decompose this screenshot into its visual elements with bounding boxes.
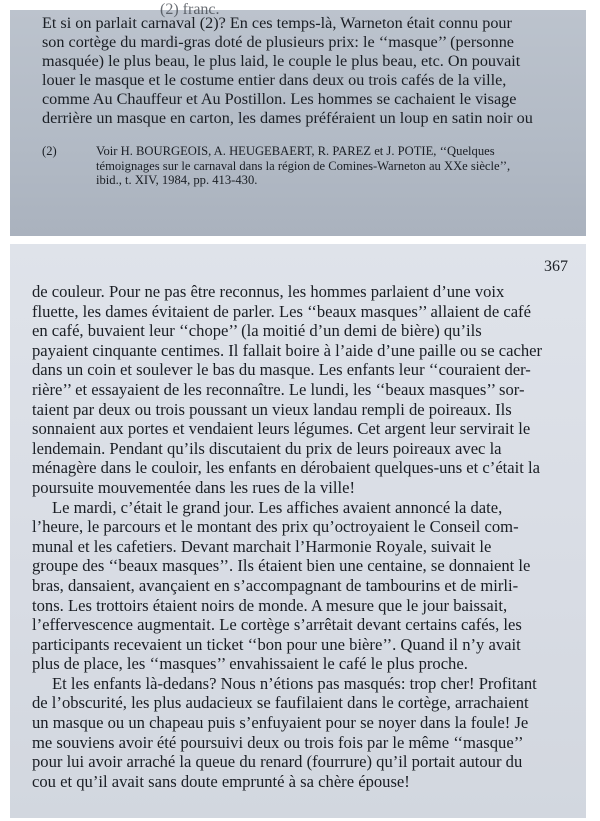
body-line: poursuite mouvementée dans les rues de la ville! bbox=[32, 477, 356, 497]
body-line: de l’obscurité, les plus audacieux se faufilaient dans le cortège, arrachaient bbox=[32, 693, 529, 713]
footnote-line: ibid., t. XIV, 1984, pp. 413-430. bbox=[96, 173, 258, 187]
body-line: en café, buvaient leur ‘‘chope’’ (la moitié d’un demi de bière) qu’ils bbox=[32, 321, 482, 341]
body-line: son cortège du mardi-gras doté de plusieurs prix: le ‘‘masque’’ (personne bbox=[42, 33, 514, 51]
cut-off-footnote-line: (2) franc. bbox=[160, 1, 220, 18]
top-photo-excerpt bbox=[10, 1, 586, 236]
body-line: me souviens avoir été poursuivi deux ou trois fois par le même ‘‘masque’’ bbox=[32, 732, 524, 752]
body-line: taient par deux ou trois poussant un vieux landau rempli de poireaux. Ils bbox=[32, 399, 512, 419]
body-line: dans un coin et soulever le bas du masque. Les enfants leur ‘‘couraient der- bbox=[32, 360, 531, 380]
body-line: payaient cinquante centimes. Il fallait boire à l’aide d’une paille ou se cacher bbox=[32, 340, 543, 360]
body-line: Et si on parlait carnaval (2)? En ces temps-là, Warneton était connu pour bbox=[42, 14, 512, 32]
body-line: Le mardi, c’était le grand jour. Les affiches avaient annoncé la date, bbox=[52, 497, 503, 517]
footnote-number: (2) bbox=[42, 144, 57, 158]
body-line: cou et qu’il avait sans doute emprunté à sa chère épouse! bbox=[32, 771, 410, 791]
footnote-line: Voir H. BOURGEOIS, A. HEUGEBAERT, R. PAREZ et J. POTIE, ‘‘Quelques bbox=[96, 144, 495, 158]
bottom-photo-page bbox=[10, 244, 586, 818]
body-line: tons. Les trottoirs étaient noirs de monde. A mesure que le jour baissait, bbox=[32, 595, 508, 615]
body-line: rière’’ et essayaient de les reconnaître. Le lundi, les ‘‘beaux masques’’ sor- bbox=[32, 379, 525, 399]
paragraph bbox=[32, 498, 574, 674]
body-line: groupe des ‘‘beaux masques’’. Ils étaient bien une centaine, se donnaient le bbox=[32, 556, 531, 576]
body-line: comme Au Chauffeur et Au Postillon. Les hommes se cachaient le visage bbox=[42, 90, 517, 108]
body-line: Et les enfants là-dedans? Nous n’étions pas masqués: trop cher! Profitant bbox=[52, 673, 537, 693]
body-line: louer le masque et le costume entier dans deux ou trois cafés de la ville, bbox=[42, 71, 507, 89]
paragraph bbox=[32, 674, 574, 792]
body-line: l’heure, le parcours et le montant des prix qu’octroyaient le Conseil com- bbox=[32, 517, 519, 537]
body-line: munal et les cafetiers. Devant marchait l’Harmonie Royale, suivait le bbox=[32, 536, 492, 556]
body-line: de couleur. Pour ne pas être reconnus, les hommes parlaient d’une voix bbox=[32, 282, 505, 301]
page-number: 367 bbox=[544, 258, 568, 275]
paragraph bbox=[32, 282, 574, 498]
body-line: sonnaient aux portes et vendaient leurs légumes. Cet argent leur servirait le bbox=[32, 419, 531, 439]
body-line: lendemain. Pendant qu’ils discutaient du prix de leurs poireaux avec la bbox=[32, 438, 502, 458]
body-line: masquée) le plus beau, le plus laid, le couple le plus beau, etc. On pouvait bbox=[42, 52, 521, 70]
body-line: un masque ou un chapeau puis s’enfuyaient pour se noyer dans la foule! Je bbox=[32, 713, 529, 733]
body-line: pour lui avoir arraché la queue du renard (fourrure) qu’il portait autour du bbox=[32, 752, 523, 772]
footnote bbox=[42, 144, 566, 188]
body-line: ménagère dans le couloir, les enfants en dérobaient quelques-uns et c’était la bbox=[32, 458, 541, 478]
body-line: fluette, les dames évitaient de parler. Les ‘‘beaux masques’’ allaient de café bbox=[32, 301, 531, 321]
footnote-text bbox=[96, 144, 566, 188]
body-line: participants recevaient un ticket ‘‘bon pour une bière’’. Quand il n’y avait bbox=[32, 634, 521, 654]
body-line: bras, dansaient, avançaient en s’accompagnant de tambourins et de mirli- bbox=[32, 575, 519, 595]
body-line: derrière un masque en carton, les dames préféraient un loup en satin noir ou bbox=[42, 109, 533, 127]
footnote-line: témoignages sur le carnaval dans la région de Comines-Warneton au XXe siècle’’, bbox=[96, 158, 511, 173]
body-line: plus de place, les ‘‘masques’’ envahissaient le café le plus proche. bbox=[32, 654, 468, 674]
top-body-text bbox=[42, 14, 566, 128]
body-line: l’effervescence augmentait. Le cortège s’arrêtait devant certains cafés, les bbox=[32, 615, 522, 635]
